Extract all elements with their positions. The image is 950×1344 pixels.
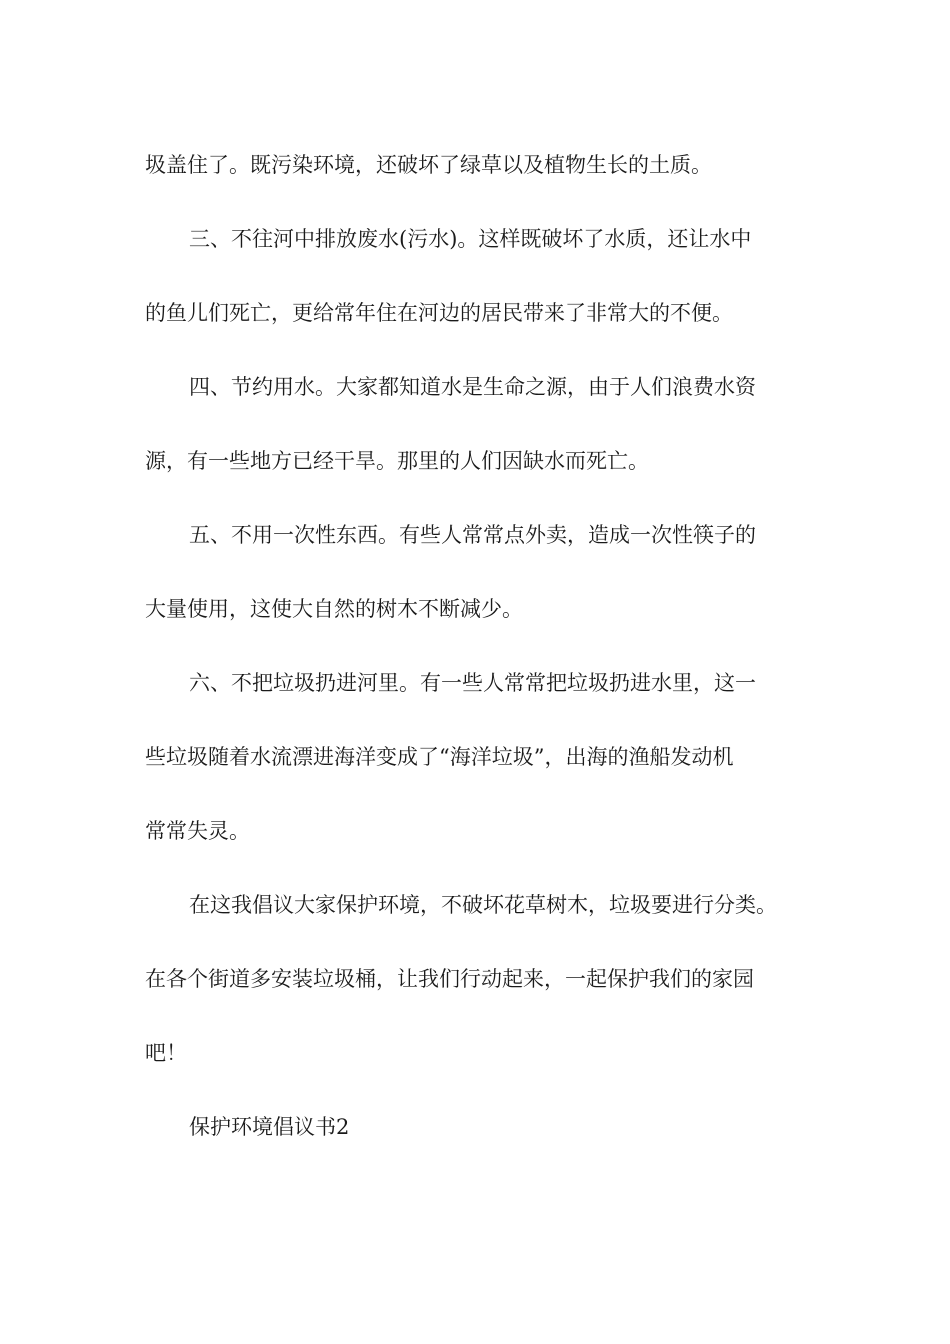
- paragraph-line: 圾盖住了。既污染环境，还破坏了绿草以及植物生长的土质。: [145, 153, 712, 177]
- paragraph-line: 在这我倡议大家保护环境，不破坏花草树木，垃圾要进行分类。: [189, 893, 777, 917]
- paragraph-line: 三、不往河中排放废水(污水)。这样既破坏了水质，还让水中: [189, 227, 752, 251]
- document-body: [145, 128, 815, 1164]
- section-heading: 保护环境倡议书2: [189, 1115, 350, 1139]
- paragraph-line: 五、不用一次性东西。有些人常常点外卖，造成一次性筷子的: [189, 523, 756, 547]
- paragraph-line: 的鱼儿们死亡，更给常年住在河边的居民带来了非常大的不便。: [145, 301, 733, 325]
- paragraph-line: 吧！: [145, 1041, 187, 1065]
- paragraph-line: 在各个街道多安装垃圾桶，让我们行动起来，一起保护我们的家园: [145, 967, 754, 991]
- paragraph-line: 六、不把垃圾扔进河里。有一些人常常把垃圾扔进水里，这一: [189, 671, 756, 695]
- paragraph-line: 源，有一些地方已经干旱。那里的人们因缺水而死亡。: [145, 449, 649, 473]
- paragraph-line: 些垃圾随着水流漂进海洋变成了“海洋垃圾”，出海的渔船发动机: [145, 745, 734, 769]
- paragraph-line: 四、节约用水。大家都知道水是生命之源，由于人们浪费水资: [189, 375, 756, 399]
- paragraph-line: 大量使用，这使大自然的树木不断减少。: [145, 597, 523, 621]
- paragraph-line: 常常失灵。: [145, 819, 250, 843]
